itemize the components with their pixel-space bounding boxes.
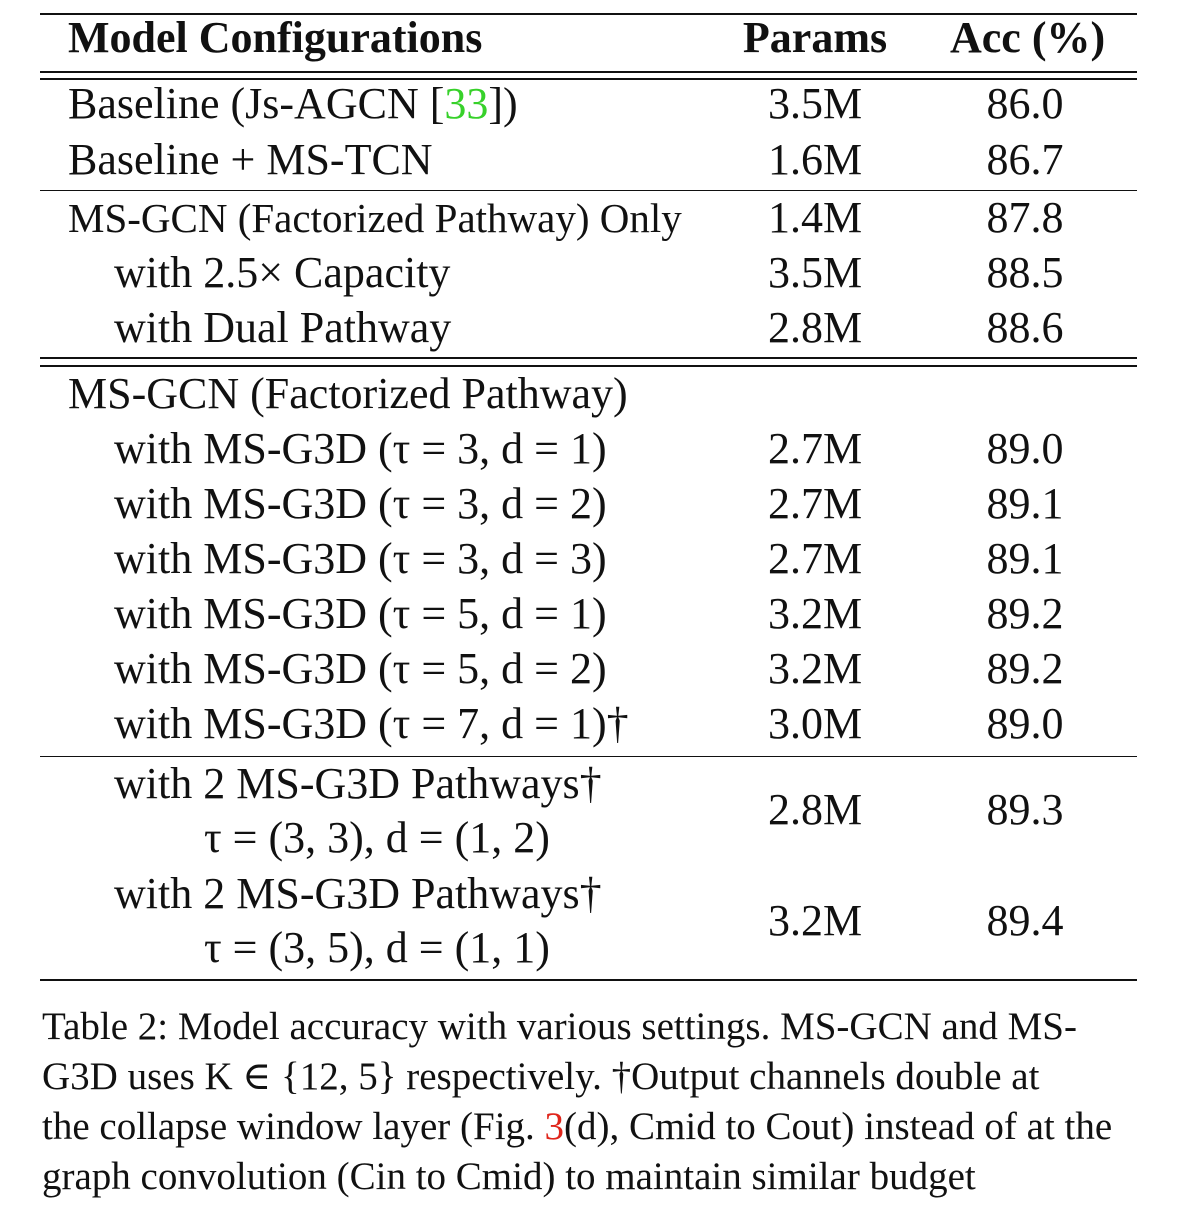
row-label-suffix: ]) [488,79,518,128]
row-params: 1.4M [767,193,863,242]
row-params: 2.8M [767,303,863,352]
row-params: 3.5M [767,248,863,297]
bottom-rule [40,979,1137,981]
row-params: 3.2M [767,644,863,693]
row-label: with 2 MS-G3D Pathways† [114,869,602,918]
row-sublabel: τ = (3, 3), d = (1, 2) [204,813,550,862]
row-acc: 89.3 [986,785,1064,834]
row-params: 2.7M [767,534,863,583]
row-acc: 86.0 [986,79,1064,128]
row-label: with MS-G3D (τ = 5, d = 1) [114,589,607,638]
row-label [68,76,518,132]
row-acc: 89.0 [986,424,1064,473]
row-params: 2.7M [767,424,863,473]
caption-line: graph convolution (Cin to Cmid) to maintain similar budget [42,1155,976,1198]
table-caption [42,1002,1142,1202]
group-rule-2a [40,357,1137,359]
row-acc: 89.2 [986,644,1064,693]
caption-text: (d), Cmid to Cout) instead of at the [564,1105,1113,1148]
row-label: with MS-G3D (τ = 7, d = 1)† [114,699,629,748]
row-params: 3.2M [767,896,863,945]
row-label-prefix: Baseline (Js-AGCN [ [68,79,445,128]
caption-line: Table 2: Model accuracy with various settings. MS-GCN and MS- [42,1005,1077,1048]
row-acc: 89.4 [986,896,1064,945]
row-acc: 89.2 [986,589,1064,638]
caption-line: G3D uses K ∈ {12, 5} respectively. †Output channels double at [42,1055,1040,1098]
row-label: with MS-G3D (τ = 3, d = 1) [114,424,607,473]
row-acc: 89.1 [986,534,1064,583]
row-params: 3.2M [767,589,863,638]
row-acc: 88.5 [986,248,1064,297]
header-acc: Acc (%) [950,13,1106,62]
row-label: Baseline + MS-TCN [68,135,433,184]
caption-line [42,1102,1142,1152]
header-rule-1 [40,71,1137,73]
row-params: 3.5M [767,79,863,128]
row-label: with MS-G3D (τ = 3, d = 2) [114,479,607,528]
row-acc: 86.7 [986,135,1064,184]
row-label: with Dual Pathway [114,303,452,352]
row-label: with MS-G3D (τ = 5, d = 2) [114,644,607,693]
row-acc: 87.8 [986,193,1064,242]
row-params: 2.8M [767,785,863,834]
header-model: Model Configurations [68,13,483,62]
row-group-title: MS-GCN (Factorized Pathway) [68,369,628,418]
caption-text: the collapse window layer (Fig. [42,1105,545,1148]
header-params: Params [742,13,888,62]
row-acc: 88.6 [986,303,1064,352]
row-params: 1.6M [767,135,863,184]
row-acc: 89.0 [986,699,1064,748]
row-sublabel: τ = (3, 5), d = (1, 1) [204,923,550,972]
citation-link[interactable]: 33 [444,79,489,128]
row-acc: 89.1 [986,479,1064,528]
row-label: MS-GCN (Factorized Pathway) Only [68,195,682,241]
row-params: 2.7M [767,479,863,528]
row-label: with 2.5× Capacity [114,248,451,297]
row-label: with 2 MS-G3D Pathways† [114,759,602,808]
row-params: 3.0M [767,699,863,748]
row-label: with MS-G3D (τ = 3, d = 3) [114,534,607,583]
figure-link[interactable]: 3 [544,1105,565,1148]
